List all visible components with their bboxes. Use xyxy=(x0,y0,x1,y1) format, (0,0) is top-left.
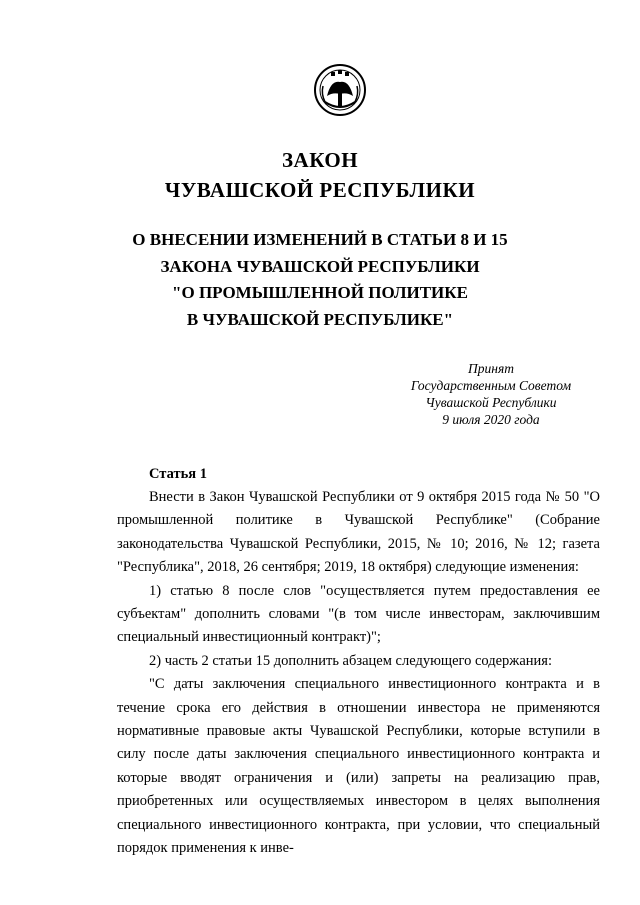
subject-line: О ВНЕСЕНИИ ИЗМЕНЕНИЙ В СТАТЬИ 8 И 15 xyxy=(132,230,508,249)
article-body xyxy=(117,486,600,861)
coat-of-arms-emblem xyxy=(313,62,367,118)
document-title: ЗАКОН xyxy=(281,148,359,172)
article-paragraph: "С даты заключения специального инвестиционного контракта и в течение срока его действия в отношении инвестора не применяются нормативные правовые акты Чувашской Республики, которые вступили в силу после даты заключения специального инвестиционного контракта и которые вводят ограничения и (или) запреты на реализацию прав, приобретенных или осуществляемых инвестором в целях выполнения специального инвестиционного контракта, при условии, что специальный порядок применения к инве- xyxy=(117,676,600,857)
article-paragraph: 1) статью 8 после слов "осуществляется путем предоставления ее субъектам" дополнить словами "(в том числе инвесторам, заключившим специальный инвестиционный контракт)"; xyxy=(117,582,600,646)
document-title-republic: ЧУВАШСКОЙ РЕСПУБЛИКИ xyxy=(164,178,476,202)
subject-line: В ЧУВАШСКОЙ РЕСПУБЛИКЕ" xyxy=(186,309,454,329)
subject-line: "О ПРОМЫШЛЕННОЙ ПОЛИТИКЕ xyxy=(172,283,468,302)
adoption-note xyxy=(380,360,602,428)
adoption-line: Чувашской Республики xyxy=(425,395,557,410)
article-paragraph: 2) часть 2 статьи 15 дополнить абзацем следующего содержания: xyxy=(149,652,552,669)
adoption-date: 9 июля 2020 года xyxy=(442,412,540,427)
adoption-line: Принят xyxy=(468,361,514,376)
subject-line: ЗАКОНА ЧУВАШСКОЙ РЕСПУБЛИКИ xyxy=(160,256,480,276)
law-subject-title xyxy=(0,227,640,333)
adoption-line: Государственным Советом xyxy=(410,378,572,393)
article-paragraph: Внести в Закон Чувашской Республики от 9 октября 2015 года № 50 "О промышленной политике в Чувашской Республике" (Собрание законодательства Чувашской Республики, 2015, № 10; 2016, № 12; газета "Республика", 2018, 26 сентября; 2019, 18 октября) следующие изменения: xyxy=(117,489,600,576)
article-heading: Статья 1 xyxy=(149,466,207,482)
